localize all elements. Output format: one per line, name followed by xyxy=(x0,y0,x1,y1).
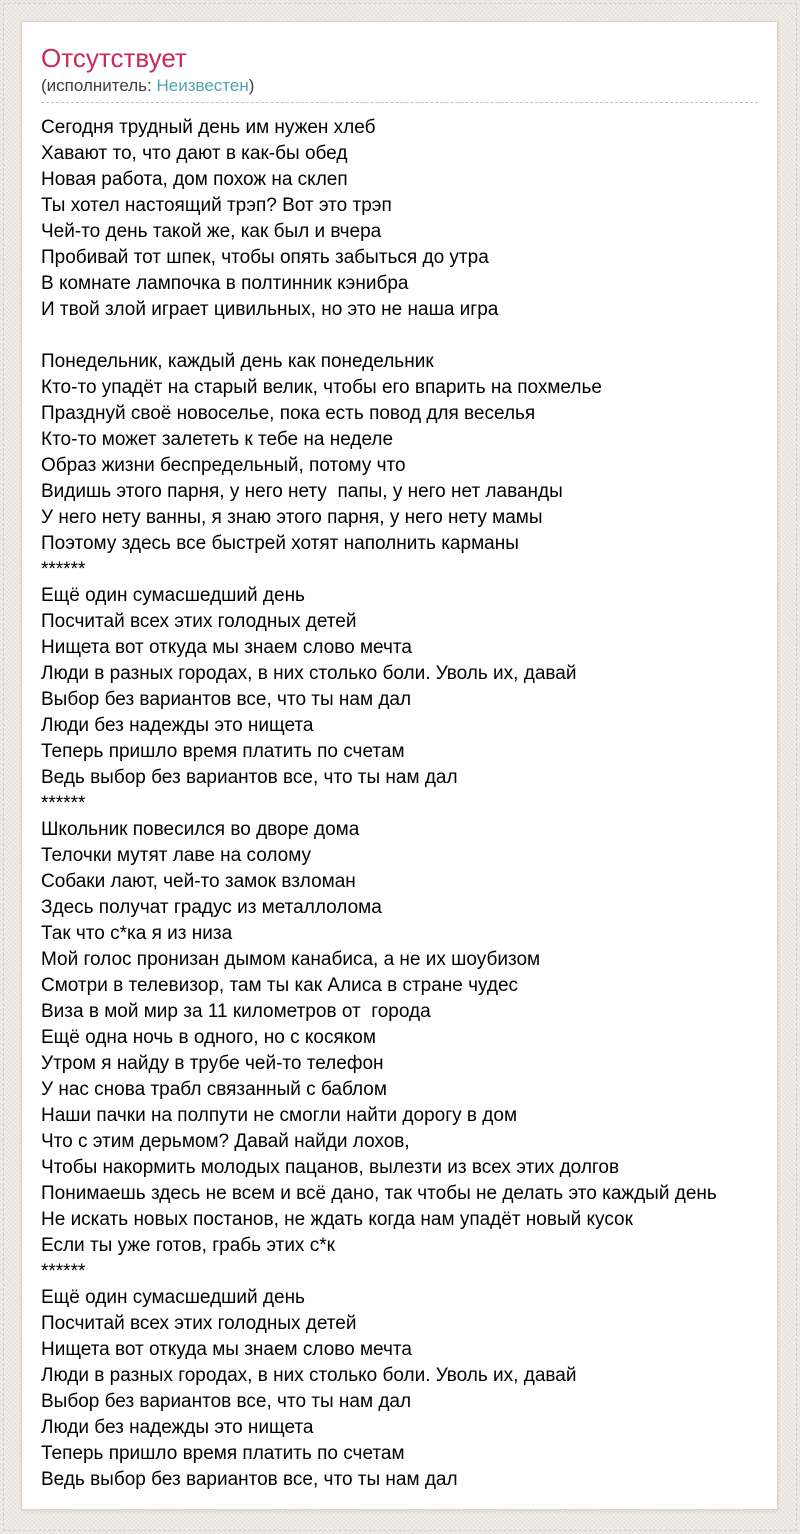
lyrics-text xyxy=(41,115,758,1493)
lyric-line: Образ жизни беспредельный, потому что xyxy=(41,455,406,476)
artist-label: (исполнитель: xyxy=(41,76,157,95)
lyric-line: Выбор без вариантов все, что ты нам дал xyxy=(41,689,412,710)
lyric-line: Хавают то, что дают в как-бы обед xyxy=(41,143,348,164)
song-title: Отсутствует xyxy=(41,43,187,73)
lyric-line: Мой голос пронизан дымом канабиса, а не их шоубизом xyxy=(41,949,541,970)
lyric-line: Теперь пришло время платить по счетам xyxy=(41,741,405,762)
lyric-line: Если ты уже готов, грабь этих с*к xyxy=(41,1235,335,1256)
lyric-line: Празднуй своё новоселье, пока есть повод для веселья xyxy=(41,403,536,424)
lyric-line: Люди в разных городах, в них столько боли. Уволь их, давай xyxy=(41,1365,577,1386)
lyric-line: Кто-то упадёт на старый велик, чтобы его впарить на похмелье xyxy=(41,377,602,398)
lyric-line: Люди без надежды это нищета xyxy=(41,1417,314,1438)
lyric-line: Ещё один сумасшедший день xyxy=(41,585,305,606)
lyric-line: Люди без надежды это нищета xyxy=(41,715,314,736)
lyric-line: Ты хотел настоящий трэп? Вот это трэп xyxy=(41,195,392,216)
lyric-line: Теперь пришло время платить по счетам xyxy=(41,1443,405,1464)
lyric-line: Наши пачки на полпути не смогли найти дорогу в дом xyxy=(41,1105,518,1126)
lyric-line: Ведь выбор без вариантов все, что ты нам дал xyxy=(41,1469,458,1490)
lyric-line: Утром я найду в трубе чей-то телефон xyxy=(41,1053,384,1074)
lyric-line: У него нету ванны, я знаю этого парня, у него нету мамы xyxy=(41,507,543,528)
lyric-line: Ещё один сумасшедший день xyxy=(41,1287,305,1308)
lyric-line: Люди в разных городах, в них столько боли. Уволь их, давай xyxy=(41,663,577,684)
lyric-line: ****** xyxy=(41,1261,86,1282)
lyric-line: Собаки лают, чей-то замок взломан xyxy=(41,871,356,892)
lyric-line: Не искать новых постанов, не ждать когда нам упадёт новый кусок xyxy=(41,1209,633,1230)
lyric-line: У нас снова трабл связанный с баблом xyxy=(41,1079,387,1100)
lyric-line: Посчитай всех этих голодных детей xyxy=(41,611,357,632)
lyric-line: Нищета вот откуда мы знаем слово мечта xyxy=(41,1339,412,1360)
lyric-line: Сегодня трудный день им нужен хлеб xyxy=(41,117,376,138)
lyric-blank-line xyxy=(41,323,758,349)
lyric-line: Чей-то день такой же, как был и вчера xyxy=(41,221,382,242)
lyric-line: Новая работа, дом похож на склеп xyxy=(41,169,348,190)
lyrics-card xyxy=(21,21,778,1510)
lyric-line: Понедельник, каждый день как понедельник xyxy=(41,351,434,372)
lyric-line: Школьник повесился во дворе дома xyxy=(41,819,360,840)
lyric-line: Поэтому здесь все быстрей хотят наполнить карманы xyxy=(41,533,519,554)
lyric-line: Что с этим дерьмом? Давай найди лохов, xyxy=(41,1131,410,1152)
lyric-line: Здесь получат градус из металлолома xyxy=(41,897,382,918)
lyric-line: Виза в мой мир за 11 километров от города xyxy=(41,1001,431,1022)
lyric-line: Видишь этого парня, у него нету папы, у него нет лаванды xyxy=(41,481,563,502)
lyric-line: Чтобы накормить молодых пацанов, вылезти из всех этих долгов xyxy=(41,1157,620,1178)
lyric-line: В комнате лампочка в полтинник кэнибра xyxy=(41,273,409,294)
lyric-line: ****** xyxy=(41,793,86,814)
lyric-line: Ещё одна ночь в одного, но с косяком xyxy=(41,1027,376,1048)
lyric-line: Нищета вот откуда мы знаем слово мечта xyxy=(41,637,412,658)
lyric-line: Так что с*ка я из низа xyxy=(41,923,233,944)
lyric-line: Телочки мутят лаве на солому xyxy=(41,845,311,866)
lyric-line: Смотри в телевизор, там ты как Алиса в стране чудес xyxy=(41,975,519,996)
lyric-line: Посчитай всех этих голодных детей xyxy=(41,1313,357,1334)
artist-row xyxy=(41,76,758,103)
lyric-line: Пробивай тот шпек, чтобы опять забыться до утра xyxy=(41,247,489,268)
lyric-line: Выбор без вариантов все, что ты нам дал xyxy=(41,1391,412,1412)
artist-link[interactable]: Неизвестен xyxy=(156,76,249,95)
lyric-line: Ведь выбор без вариантов все, что ты нам дал xyxy=(41,767,458,788)
lyric-line: Кто-то может залететь к тебе на неделе xyxy=(41,429,394,450)
artist-label-suffix: ) xyxy=(248,76,255,95)
lyric-line: И твой злой играет цивильных, но это не наша игра xyxy=(41,299,499,320)
lyric-line: ****** xyxy=(41,559,86,580)
lyric-line: Понимаешь здесь не всем и всё дано, так чтобы не делать это каждый день xyxy=(41,1183,717,1204)
